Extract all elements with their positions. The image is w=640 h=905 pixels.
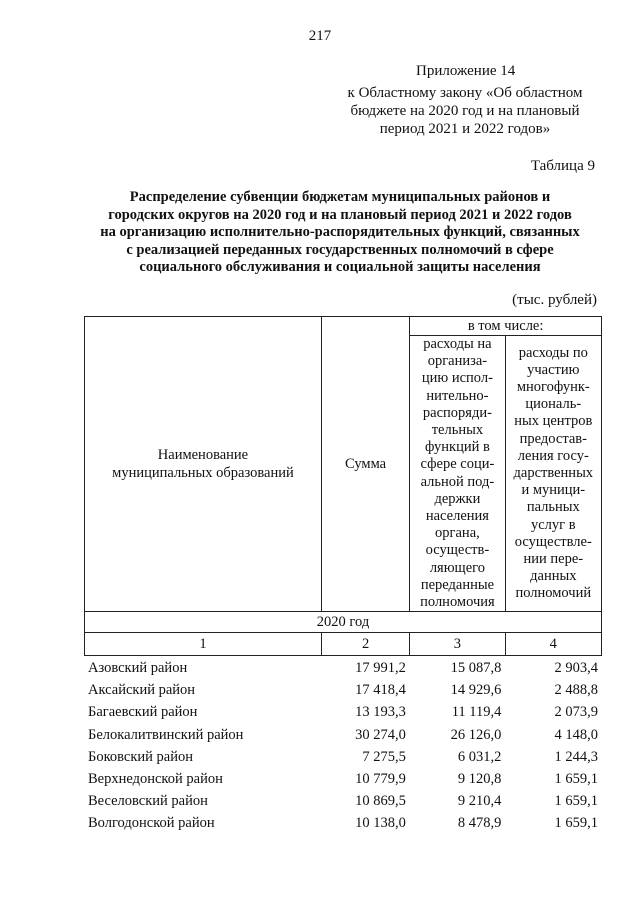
table-row bbox=[84, 812, 602, 834]
header-name-column bbox=[85, 317, 322, 612]
table-label: Таблица 9 bbox=[530, 158, 595, 174]
column-number: 3 bbox=[410, 633, 505, 656]
sum-value: 7 275,5 bbox=[362, 748, 406, 765]
mfc-expense-value: 1 659,1 bbox=[554, 815, 598, 832]
table-row bbox=[84, 746, 602, 768]
header-col3-line: осуществ- bbox=[425, 542, 490, 559]
column-number: 2 bbox=[321, 633, 409, 656]
header-col3-line: распоряди- bbox=[422, 404, 492, 421]
header-sum-column: Сумма bbox=[321, 317, 409, 612]
heading-line: Распределение субвенции бюджетам муниципальных районов и bbox=[129, 189, 551, 205]
mfc-expense-value: 2 903,4 bbox=[554, 660, 598, 677]
header-col4-line: ных центров bbox=[514, 413, 593, 430]
column-number: 4 bbox=[505, 633, 601, 656]
header-col4-line: пальных bbox=[526, 499, 580, 516]
sum-value: 10 779,9 bbox=[355, 771, 406, 788]
mfc-expense-value: 2 073,9 bbox=[554, 704, 598, 721]
mfc-expense-value: 1 659,1 bbox=[554, 793, 598, 810]
header-col4-line: дарственных bbox=[513, 465, 594, 482]
header-col4 bbox=[505, 336, 601, 612]
district-name: Веселовский район bbox=[88, 793, 208, 810]
heading-line: с реализацией переданных государственных полномочий в сфере bbox=[126, 241, 554, 258]
admin-expense-value: 15 087,8 bbox=[450, 660, 502, 677]
page-number: 217 bbox=[308, 28, 332, 44]
header-col4-line: и муници- bbox=[521, 482, 586, 499]
appendix-line: период 2021 и 2022 годов» bbox=[379, 121, 551, 137]
admin-expense-value: 6 031,2 bbox=[457, 748, 502, 765]
table-row bbox=[84, 679, 602, 701]
column-number: 1 bbox=[85, 633, 322, 656]
appendix-reference bbox=[330, 84, 600, 138]
header-name-line: муниципальных образований bbox=[112, 465, 294, 482]
admin-expense-value: 26 126,0 bbox=[450, 726, 502, 743]
heading-line: на организацию исполнительно-распорядительных функций, связанных bbox=[100, 224, 580, 240]
table-row bbox=[84, 701, 602, 723]
sum-value: 13 193,3 bbox=[355, 704, 406, 721]
header-col3-line: нительно- bbox=[426, 387, 489, 404]
header-col3-line: функций в bbox=[424, 439, 490, 456]
header-col4-line: полномочий bbox=[515, 585, 592, 602]
header-col3-line: альной под- bbox=[420, 473, 495, 490]
sum-value: 10 869,5 bbox=[355, 793, 406, 810]
mfc-expense-value: 4 148,0 bbox=[554, 726, 598, 743]
header-col4-line: участию bbox=[527, 361, 580, 378]
table-row bbox=[84, 657, 602, 679]
heading-line: социального обслуживания и социальной защиты населения bbox=[139, 259, 541, 275]
district-name: Багаевский район bbox=[88, 704, 198, 721]
header-col4-line: осуществле- bbox=[514, 533, 592, 550]
table-header bbox=[84, 316, 602, 656]
header-col3-line: полномочия bbox=[420, 594, 495, 611]
header-col4-line: циональ- bbox=[525, 396, 582, 413]
header-col3-line: тельных bbox=[431, 422, 484, 439]
header-col4-line: расходы по bbox=[518, 344, 588, 361]
heading-line: городских округов на 2020 год и на плановый период 2021 и 2022 годов bbox=[108, 206, 572, 223]
sum-value: 30 274,0 bbox=[355, 726, 406, 743]
district-name: Белокалитвинский район bbox=[88, 726, 244, 743]
appendix-title: Приложение 14 bbox=[416, 63, 516, 79]
district-name: Азовский район bbox=[88, 660, 188, 677]
table-row bbox=[84, 724, 602, 746]
district-name: Волгодонской район bbox=[88, 815, 215, 832]
admin-expense-value: 9 120,8 bbox=[457, 771, 502, 788]
mfc-expense-value: 1 659,1 bbox=[554, 771, 598, 788]
header-col3-line: ляющего bbox=[429, 559, 485, 576]
header-col3-line: организа- bbox=[427, 353, 488, 370]
year-row: 2020 год bbox=[85, 612, 602, 633]
units-label: (тыс. рублей) bbox=[512, 292, 597, 308]
sum-value: 17 991,2 bbox=[355, 660, 406, 677]
district-name: Боковский район bbox=[88, 748, 193, 765]
appendix-line: бюджете на 2020 год и на плановый bbox=[350, 103, 580, 119]
admin-expense-value: 8 478,9 bbox=[457, 815, 502, 832]
table-row bbox=[84, 768, 602, 790]
mfc-expense-value: 2 488,8 bbox=[554, 682, 598, 699]
header-col4-line: многофунк- bbox=[516, 379, 590, 395]
header-col4-line: услуг в bbox=[531, 516, 576, 533]
header-name-line: Наименование bbox=[157, 447, 249, 464]
header-col4-line: ления госу- bbox=[517, 447, 589, 464]
header-col3-line: переданные bbox=[420, 576, 495, 593]
header-col3-line: расходы на bbox=[423, 336, 492, 352]
header-col3 bbox=[410, 336, 505, 612]
district-name: Верхнедонской район bbox=[88, 771, 223, 788]
header-col3-line: цию испол- bbox=[421, 370, 493, 387]
header-col3-line: держки bbox=[434, 490, 481, 507]
district-name: Аксайский район bbox=[88, 682, 196, 699]
data-table bbox=[84, 657, 602, 835]
admin-expense-value: 9 210,4 bbox=[457, 793, 502, 810]
header-col4-line: нии пере- bbox=[523, 551, 584, 568]
header-col3-line: органа, bbox=[435, 525, 480, 542]
sum-value: 17 418,4 bbox=[355, 682, 406, 699]
header-including: в том числе: bbox=[410, 317, 602, 336]
table-row bbox=[84, 790, 602, 812]
header-col4-line: данных bbox=[530, 568, 577, 585]
admin-expense-value: 14 929,6 bbox=[450, 682, 502, 699]
mfc-expense-value: 1 244,3 bbox=[554, 748, 598, 765]
header-col3-line: населения bbox=[425, 508, 489, 525]
header-col3-line: сфере соци- bbox=[420, 456, 495, 473]
admin-expense-value: 11 119,4 bbox=[451, 704, 502, 721]
appendix-line: к Областному закону «Об областном bbox=[347, 85, 583, 101]
document-heading bbox=[80, 189, 600, 277]
header-col4-line: предостав- bbox=[519, 430, 587, 447]
sum-value: 10 138,0 bbox=[355, 815, 406, 832]
